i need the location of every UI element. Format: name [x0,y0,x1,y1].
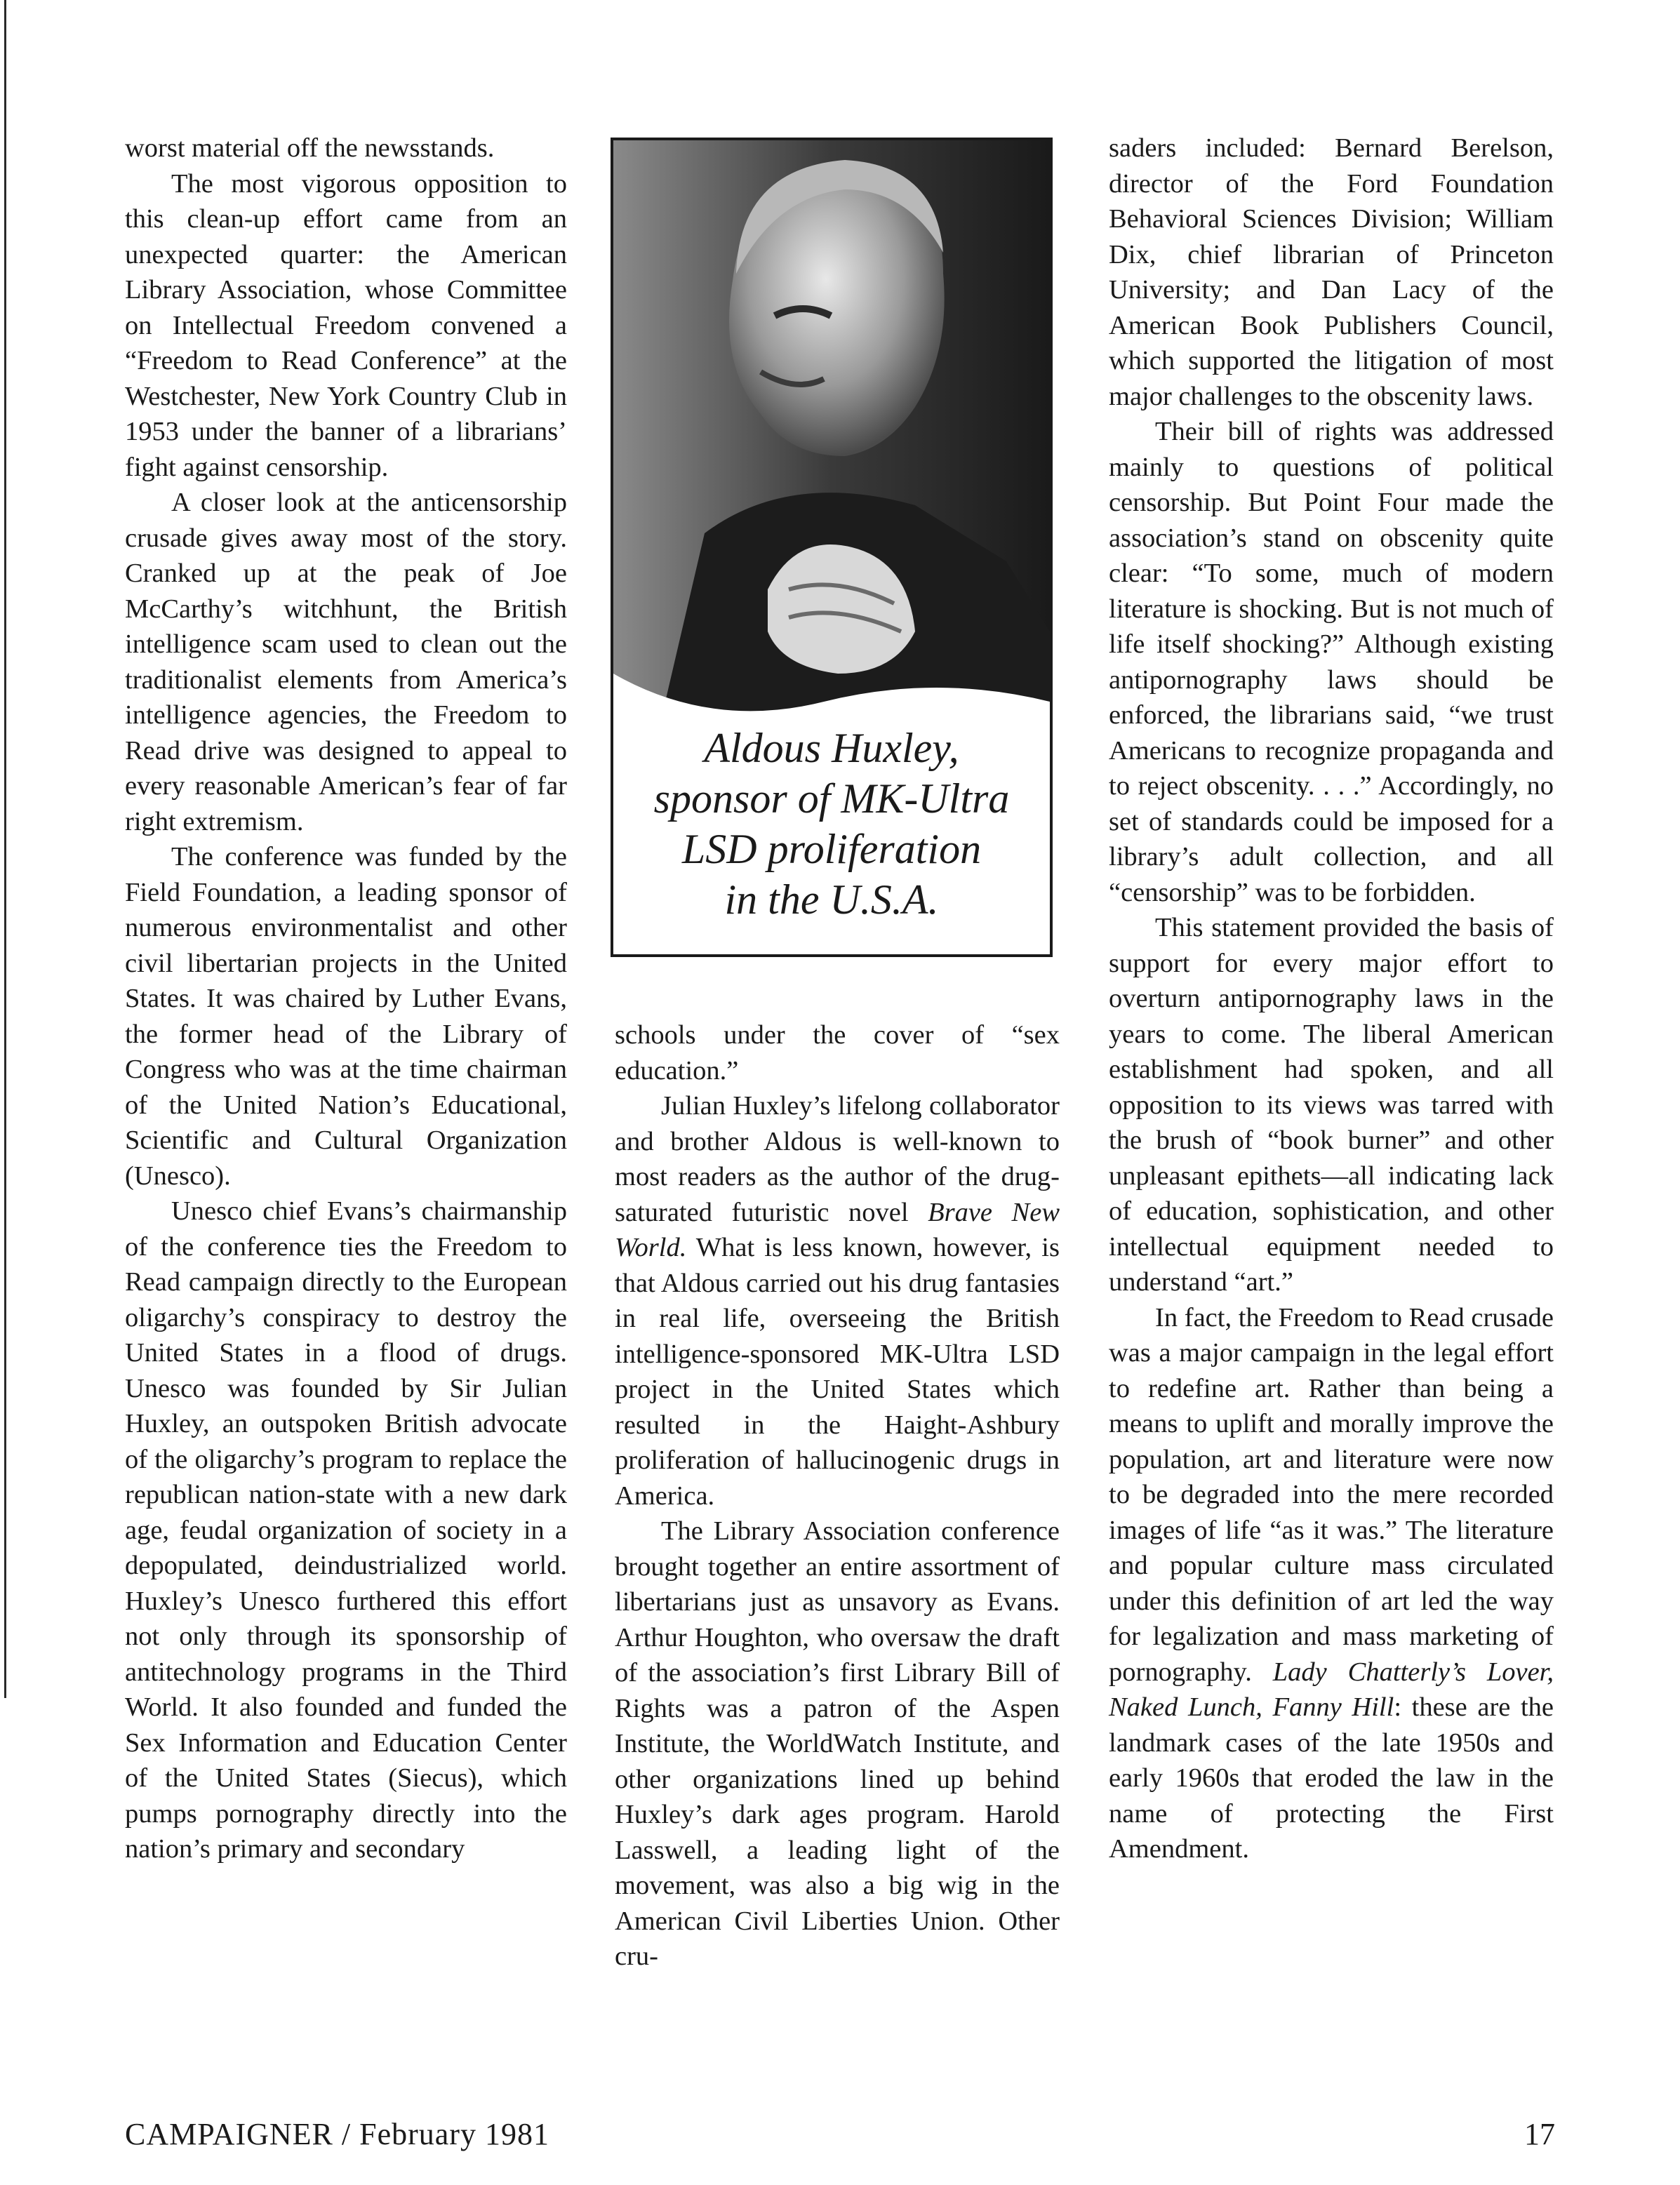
paragraph: saders included: Bernard Berelson, director of the Ford Foundation Behavioral Sciences Division; William Dix, chief librarian of Princeton University; and Dan Lacy of the American Book Publishers Council, which supported the litigation of most major challenges to the obscenity laws. [1109,133,1554,411]
paragraph-text: Julian Huxley’s lifelong collaborator and brother Aldous is well-known to most readers as the author of the drug-saturated futuristic novel [615,1091,1060,1227]
paragraph: The most vigorous opposition to this clean-up effort came from an unexpected quarter: the American Library Association, whose Committee on Intellectual Freedom convened a “Freedom to Read Conference” at the Westchester, New York Country Club in 1953 under the banner of a librarians’ fight against censorship. [125,168,567,482]
caption-line: LSD proliferation [681,826,982,872]
caption-line: sponsor of MK-Ultra [653,775,1010,822]
photo-frame [611,138,1053,957]
publication-footer: CAMPAIGNER / February 1981 [125,2117,549,2151]
text-column-2 [615,1017,1060,1974]
photo-caption [613,723,1050,925]
book-titles: Lady Chatterly’s Lover, Naked Lunch, Fanny Hill [1109,1657,1554,1722]
scan-margin-line [4,0,6,1698]
paragraph: worst material off the newsstands. [125,133,495,163]
caption-line: in the U.S.A. [724,876,939,923]
paragraph-text: In fact, the Freedom to Read crusade was a major campaign in the legal effort to redefine art. Rather than being a means to uplift and morally improve the population, art and literature were now to be degraded into the mere recorded images of life “as it was.” The literature and popular culture mass circulated under this definition of art led the way for legalization and mass marketing of pornography. [1109,1302,1554,1687]
caption-line: Aldous Huxley, [704,725,959,771]
paragraph: A closer look at the anticensorship crusade gives away most of the story. Cranked up at the peak of Joe McCarthy’s witchhunt, the British intelligence scam used to clean out the traditionalist elements from America’s intelligence agencies, the Freedom to Read drive was designed to appeal to every reasonable American’s fear of far right extremism. [125,488,567,836]
paragraph: The Library Association conference brought together an entire assortment of libertarians just as unsavory as Evans. Arthur Houghton, who oversaw the draft of the association’s first Library Bill of Rights was a patron of the Aspen Institute, the WorldWatch Institute, and other organizations lined up behind Huxley’s dark ages program. Harold Lasswell, a leading light of the movement, was also a big wig in the American Civil Liberties Union. Other cru- [615,1516,1060,1971]
page-number: 17 [1524,2117,1555,2151]
paragraph: schools under the cover of “sex education.” [615,1020,1060,1085]
paragraph [615,1088,1060,1514]
paragraph: This statement provided the basis of support for every major effort to overturn antipornography laws in the years to come. The liberal American establishment had spoken, and all opposition to its views was tarred with the brush of “book burner” and other unpleasant epithets—all indicating lack of education, sophistication, and other intellectual equipment needed to understand “art.” [1109,913,1554,1297]
paragraph: The conference was funded by the Field Foundation, a leading sponsor of numerous environmentalist and other civil libertarian projects in the United States. It was chaired by Luther Evans, the former head of the Library of Congress who was at the time chairman of the United Nation’s Educational, Scientific and Cultural Organization (Unesco). [125,842,567,1191]
book-title: Brave New World. [615,1197,1060,1262]
text-column-1 [125,131,567,1867]
paragraph-text: : these are the landmark cases of the late 1950s and early 1960s that eroded the law in the name of protecting the First Amendment. [1109,1692,1554,1864]
paragraph [1109,1300,1554,1867]
paragraph-text: What is less known, however, is that Aldous carried out his drug fantasies in real life, overseeing the British intelligence-sponsored MK-Ultra LSD project in the United States which resulted in the Haight-Ashbury proliferation of hallucinogenic drugs in America. [615,1233,1060,1511]
paragraph: Unesco chief Evans’s chairmanship of the conference ties the Freedom to Read campaign directly to the European oligarchy’s conspiracy to destroy the United States in a flood of drugs. Unesco was founded by Sir Julian Huxley, an outspoken British advocate of the oligarchy’s program to replace the republican nation-state with a new dark age, feudal organization of society in a depopulated, deindustrialized world. Huxley’s Unesco furthered this effort not only through its sponsorship of antitechnology programs in the Third World. It also founded and funded the Sex Information and Education Center of the United States (Siecus), which pumps pornography directly into the nation’s primary and secondary [125,1196,567,1864]
paragraph: Their bill of rights was addressed mainly to questions of political censorship. But Point Four made the association’s stand on obscenity quite clear: “To some, much of modern literature is shocking. But is not much of life itself shocking?” Although existing antipornography laws should be enforced, the librarians said, “we trust Americans to recognize propaganda and to reject obscenity. . . .” Accordingly, no set of standards could be imposed for a library’s adult collection, and all “censorship” was to be forbidden. [1109,417,1554,907]
text-column-3 [1109,131,1554,1867]
portrait-photo [613,140,1050,744]
